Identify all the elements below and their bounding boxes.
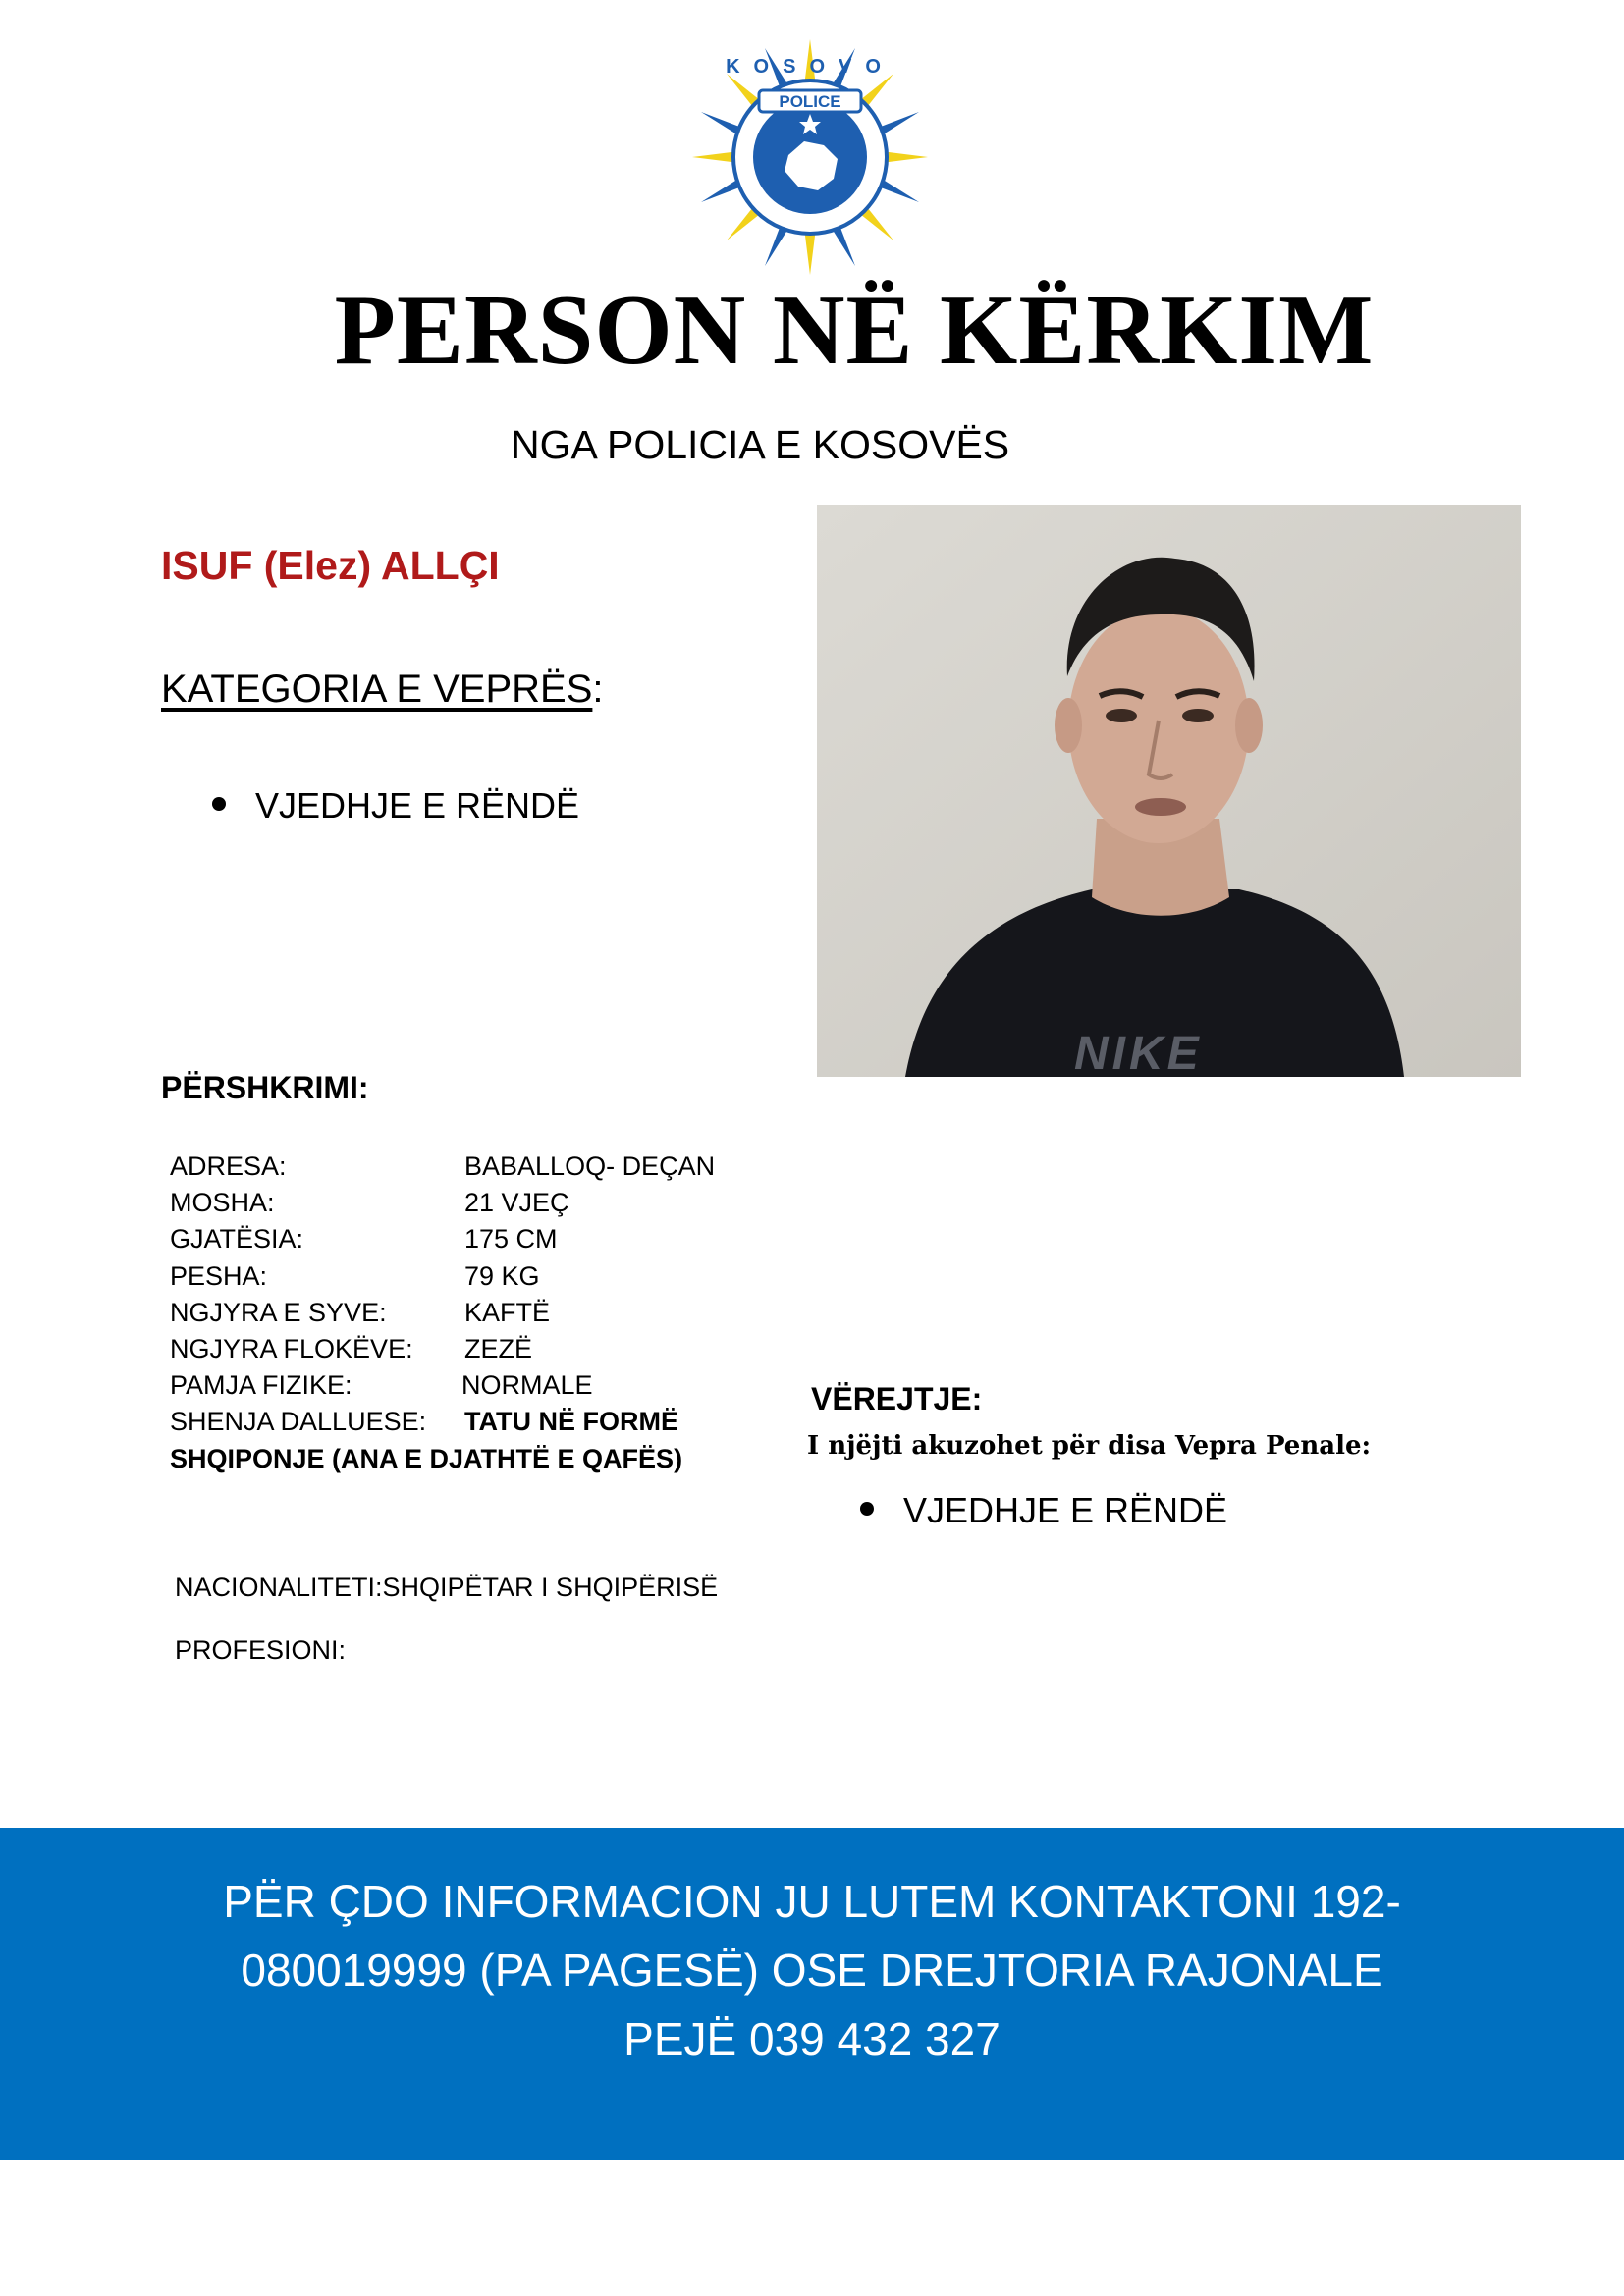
footer-line: PEJË 039 432 327 <box>623 2013 1001 2064</box>
kosovo-police-logo <box>677 29 943 275</box>
page-subtitle: NGA POLICIA E KOSOVËS <box>511 422 1010 467</box>
person-name: ISUF (Elez) ALLÇI <box>161 543 500 588</box>
row-label: GJATËSIA: <box>170 1224 304 1255</box>
row-label: NGJYRA E SYVE: <box>170 1297 387 1327</box>
row-label: PESHA: <box>170 1260 268 1291</box>
row-value: BABALLOQ- DEÇAN <box>464 1151 716 1181</box>
notes-list-item <box>860 1490 1227 1531</box>
page-title: PERSON NË KËRKIM <box>334 275 1375 386</box>
category-heading-colon: : <box>592 667 604 711</box>
row-value: KAFTË <box>464 1297 551 1327</box>
bullet-icon <box>212 797 226 811</box>
notes-text: I njëjti akuzohet për disa Vepra Penale: <box>807 1431 1372 1461</box>
row-value: 21 VJEÇ <box>464 1188 569 1218</box>
police-badge-icon <box>677 29 943 275</box>
row-value: 79 KG <box>464 1260 540 1291</box>
row-value: ZEZË <box>464 1333 533 1363</box>
row-label: MOSHA: <box>170 1188 275 1218</box>
person-photo-icon <box>817 505 1521 1077</box>
ring-text: KOSOVO <box>726 56 894 78</box>
category-list-item <box>212 785 579 827</box>
person-photo <box>817 505 1521 1077</box>
notes-heading: VËREJTJE: <box>811 1381 983 1416</box>
row-label: ADRESA: <box>170 1151 287 1181</box>
badge-text: POLICE <box>779 92 841 111</box>
category-heading-text: KATEGORIA E VEPRËS <box>161 667 593 711</box>
category-heading <box>161 667 604 712</box>
description-heading: PËRSHKRIMI: <box>161 1070 369 1105</box>
bullet-icon <box>860 1502 874 1516</box>
row-label: SHENJA DALLUESE: <box>170 1407 427 1437</box>
distinguishing-marks-text: SHQIPONJE (ANA E DJATHTË E QAFËS) <box>170 1443 683 1473</box>
notes-item-label: VJEDHJE E RËNDË <box>903 1490 1228 1530</box>
nationality-text: NACIONALITETI:SHQIPËTAR I SHQIPËRISË <box>175 1573 719 1602</box>
row-label: NGJYRA FLOKËVE: <box>170 1333 413 1363</box>
category-item-label: VJEDHJE E RËNDË <box>255 785 580 826</box>
contact-footer <box>0 1828 1624 2160</box>
row-value: NORMALE <box>461 1370 593 1401</box>
svg-text:NIKE: NIKE <box>1074 1028 1203 1077</box>
row-label: PAMJA FIZIKE: <box>170 1370 352 1401</box>
profession-text: PROFESIONI: <box>175 1635 347 1665</box>
row-value: TATU NË FORMË <box>464 1407 678 1437</box>
footer-line: PËR ÇDO INFORMACION JU LUTEM KONTAKTONI 192- <box>223 1876 1401 1927</box>
footer-line: 080019999 (PA PAGESË) OSE DREJTORIA RAJONALE <box>241 1945 1383 1996</box>
row-value: 175 CM <box>464 1224 558 1255</box>
